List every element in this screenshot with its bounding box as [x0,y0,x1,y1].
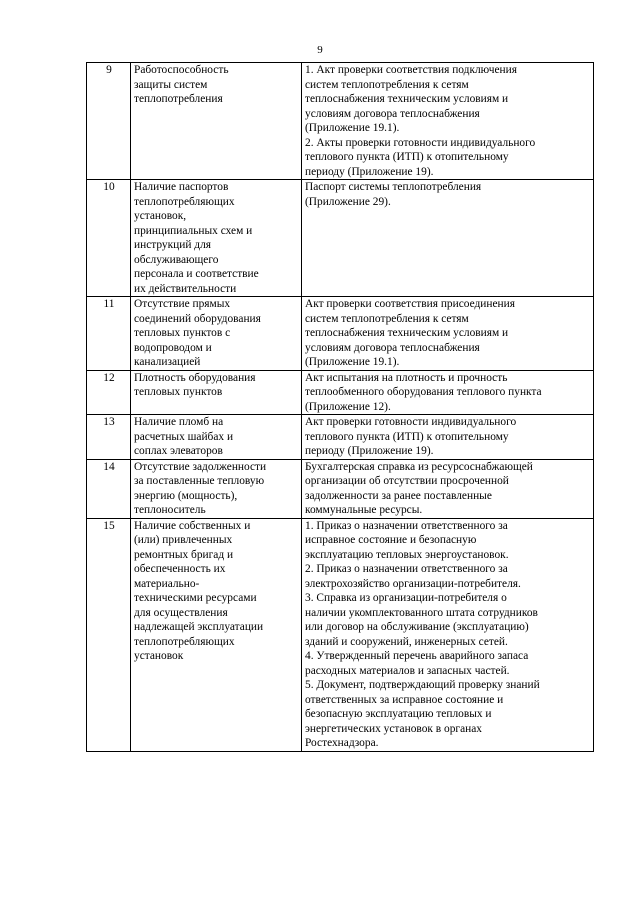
document-line: теплоснабжения техническим условиям и [305,93,509,105]
document-line: энергетических установок в органах [305,722,482,735]
document-line: 2. Приказ о назначении ответственного за [305,563,508,575]
table-row [87,518,594,751]
criterion-line: расчетных шайбах и [134,430,234,443]
document-line: электрохозяйство организации-потребителя. [305,577,521,590]
document-line: (Приложение 19.1). [305,356,400,368]
document-line: условиям договора теплоснабжения [305,341,480,354]
document-line: или договор на обслуживание (эксплуатацию) [305,621,529,633]
requirements-table [86,62,594,752]
table-row [87,370,594,415]
criterion-line: установок [134,650,184,662]
document-line: теплового пункта (ИТП) к отопительному [305,430,509,443]
document-line: наличии укомплектованного штата сотрудников [305,606,538,619]
document-line: систем теплопотребления к сетям [305,312,469,325]
criterion-line: канализацией [134,356,201,368]
table-row [87,415,594,460]
document-line: Акт испытания на плотность и прочность [305,371,508,384]
criterion-line: Наличие собственных и [134,519,251,532]
criterion-cell [131,459,302,518]
criterion-line: защиты систем [134,78,208,91]
criterion-line: надлежащей эксплуатации [134,621,264,633]
criterion-line: Отсутствие прямых [134,298,231,310]
document-line: Бухгалтерская справка из ресурсоснабжающей [305,460,533,473]
documents-cell [302,63,594,180]
criterion-line: инструкций для [134,239,211,251]
criterion-line: для осуществления [134,606,228,619]
criterion-line: их действительности [134,282,237,295]
documents-cell [302,297,594,371]
row-number: 12 [87,370,131,415]
criterion-line: теплопотребления [134,93,223,105]
document-line: безопасную эксплуатацию тепловых и [305,708,492,720]
document-line: ответственных за исправное состояние и [305,693,504,706]
criterion-cell [131,180,302,297]
documents-cell [302,459,594,518]
document-line: теплообменного оборудования теплового пункта [305,386,542,398]
document-line: Ростехнадзора. [305,737,379,749]
criterion-cell [131,370,302,415]
document-line: теплоснабжения техническим условиям и [305,327,509,339]
table-row [87,297,594,371]
criterion-line: за поставленные тепловую [134,475,265,487]
document-line: задолженности за ранее поставленные [305,489,492,502]
criterion-line: Плотность оборудования [134,371,256,384]
document-line: 5. Документ, подтверждающий проверку знаний [305,679,540,691]
table-row [87,180,594,297]
table-row [87,63,594,180]
document-line: систем теплопотребления к сетям [305,78,469,91]
page-number: 9 [317,44,323,56]
document-line: теплового пункта (ИТП) к отопительному [305,151,509,163]
criterion-line: теплоноситель [134,504,206,516]
document-line: (Приложение 12). [305,400,391,413]
row-number: 9 [87,63,131,180]
criterion-line: соединений оборудования [134,312,261,325]
criterion-line: соплах элеваторов [134,445,223,457]
row-number: 15 [87,518,131,751]
row-number: 10 [87,180,131,297]
criterion-line: установок, [134,210,187,222]
documents-cell [302,415,594,460]
criterion-line: Отсутствие задолженности [134,460,267,473]
document-line: коммунальные ресурсы. [305,504,423,516]
document-line: (Приложение 29). [305,195,391,208]
criterion-line: ремонтных бригад и [134,548,234,561]
document-line: организации об отсутствии просроченной [305,475,509,487]
criterion-line: (или) привлеченных [134,534,233,546]
document-line: периоду (Приложение 19). [305,445,434,457]
document-line: 2. Акты проверки готовности индивидуального [305,136,536,149]
criterion-line: принципиальных схем и [134,224,253,237]
document-line: 1. Акт проверки соответствия подключения [305,64,517,76]
document-line: 4. Утвержденный перечень аварийного запаса [305,650,529,662]
document-line: Акт проверки соответствия присоединения [305,298,515,310]
row-number: 11 [87,297,131,371]
document-line: (Приложение 19.1). [305,122,400,134]
criterion-line: энергию (мощность), [134,489,238,502]
documents-cell [302,370,594,415]
criterion-cell [131,518,302,751]
row-number: 14 [87,459,131,518]
criterion-line: персонала и соответствие [134,268,259,280]
criterion-cell [131,63,302,180]
document-line: 1. Приказ о назначении ответственного за [305,519,508,532]
criterion-line: Наличие пломб на [134,416,224,428]
document-line: исправное состояние и безопасную [305,534,477,546]
table-body [87,63,594,752]
document-line: периоду (Приложение 19). [305,165,434,178]
criterion-line: Работоспособность [134,64,229,76]
criterion-line: теплопотребляющих [134,195,235,208]
criterion-line: Наличие паспортов [134,181,229,193]
criterion-line: обслуживающего [134,253,219,266]
criterion-line: техническими ресурсами [134,592,257,604]
criterion-line: обеспеченность их [134,563,226,575]
criterion-line: тепловых пунктов [134,386,223,398]
criterion-line: водопроводом и [134,341,212,354]
document-line: условиям договора теплоснабжения [305,107,480,120]
document-line: 3. Справка из организации-потребителя о [305,592,507,604]
table-row [87,459,594,518]
documents-cell [302,518,594,751]
document-line: зданий и сооружений, инженерных сетей. [305,635,508,648]
criterion-line: тепловых пунктов с [134,327,231,339]
document-line: Паспорт системы теплопотребления [305,181,482,193]
document-line: эксплуатацию тепловых энергоустановок. [305,548,509,561]
criterion-line: материально- [134,577,200,590]
criterion-cell [131,297,302,371]
document-line: Акт проверки готовности индивидуального [305,416,517,428]
criterion-cell [131,415,302,460]
documents-cell [302,180,594,297]
document-line: расходных материалов и запасных частей. [305,664,510,677]
row-number: 13 [87,415,131,460]
criterion-line: теплопотребляющих [134,635,235,648]
